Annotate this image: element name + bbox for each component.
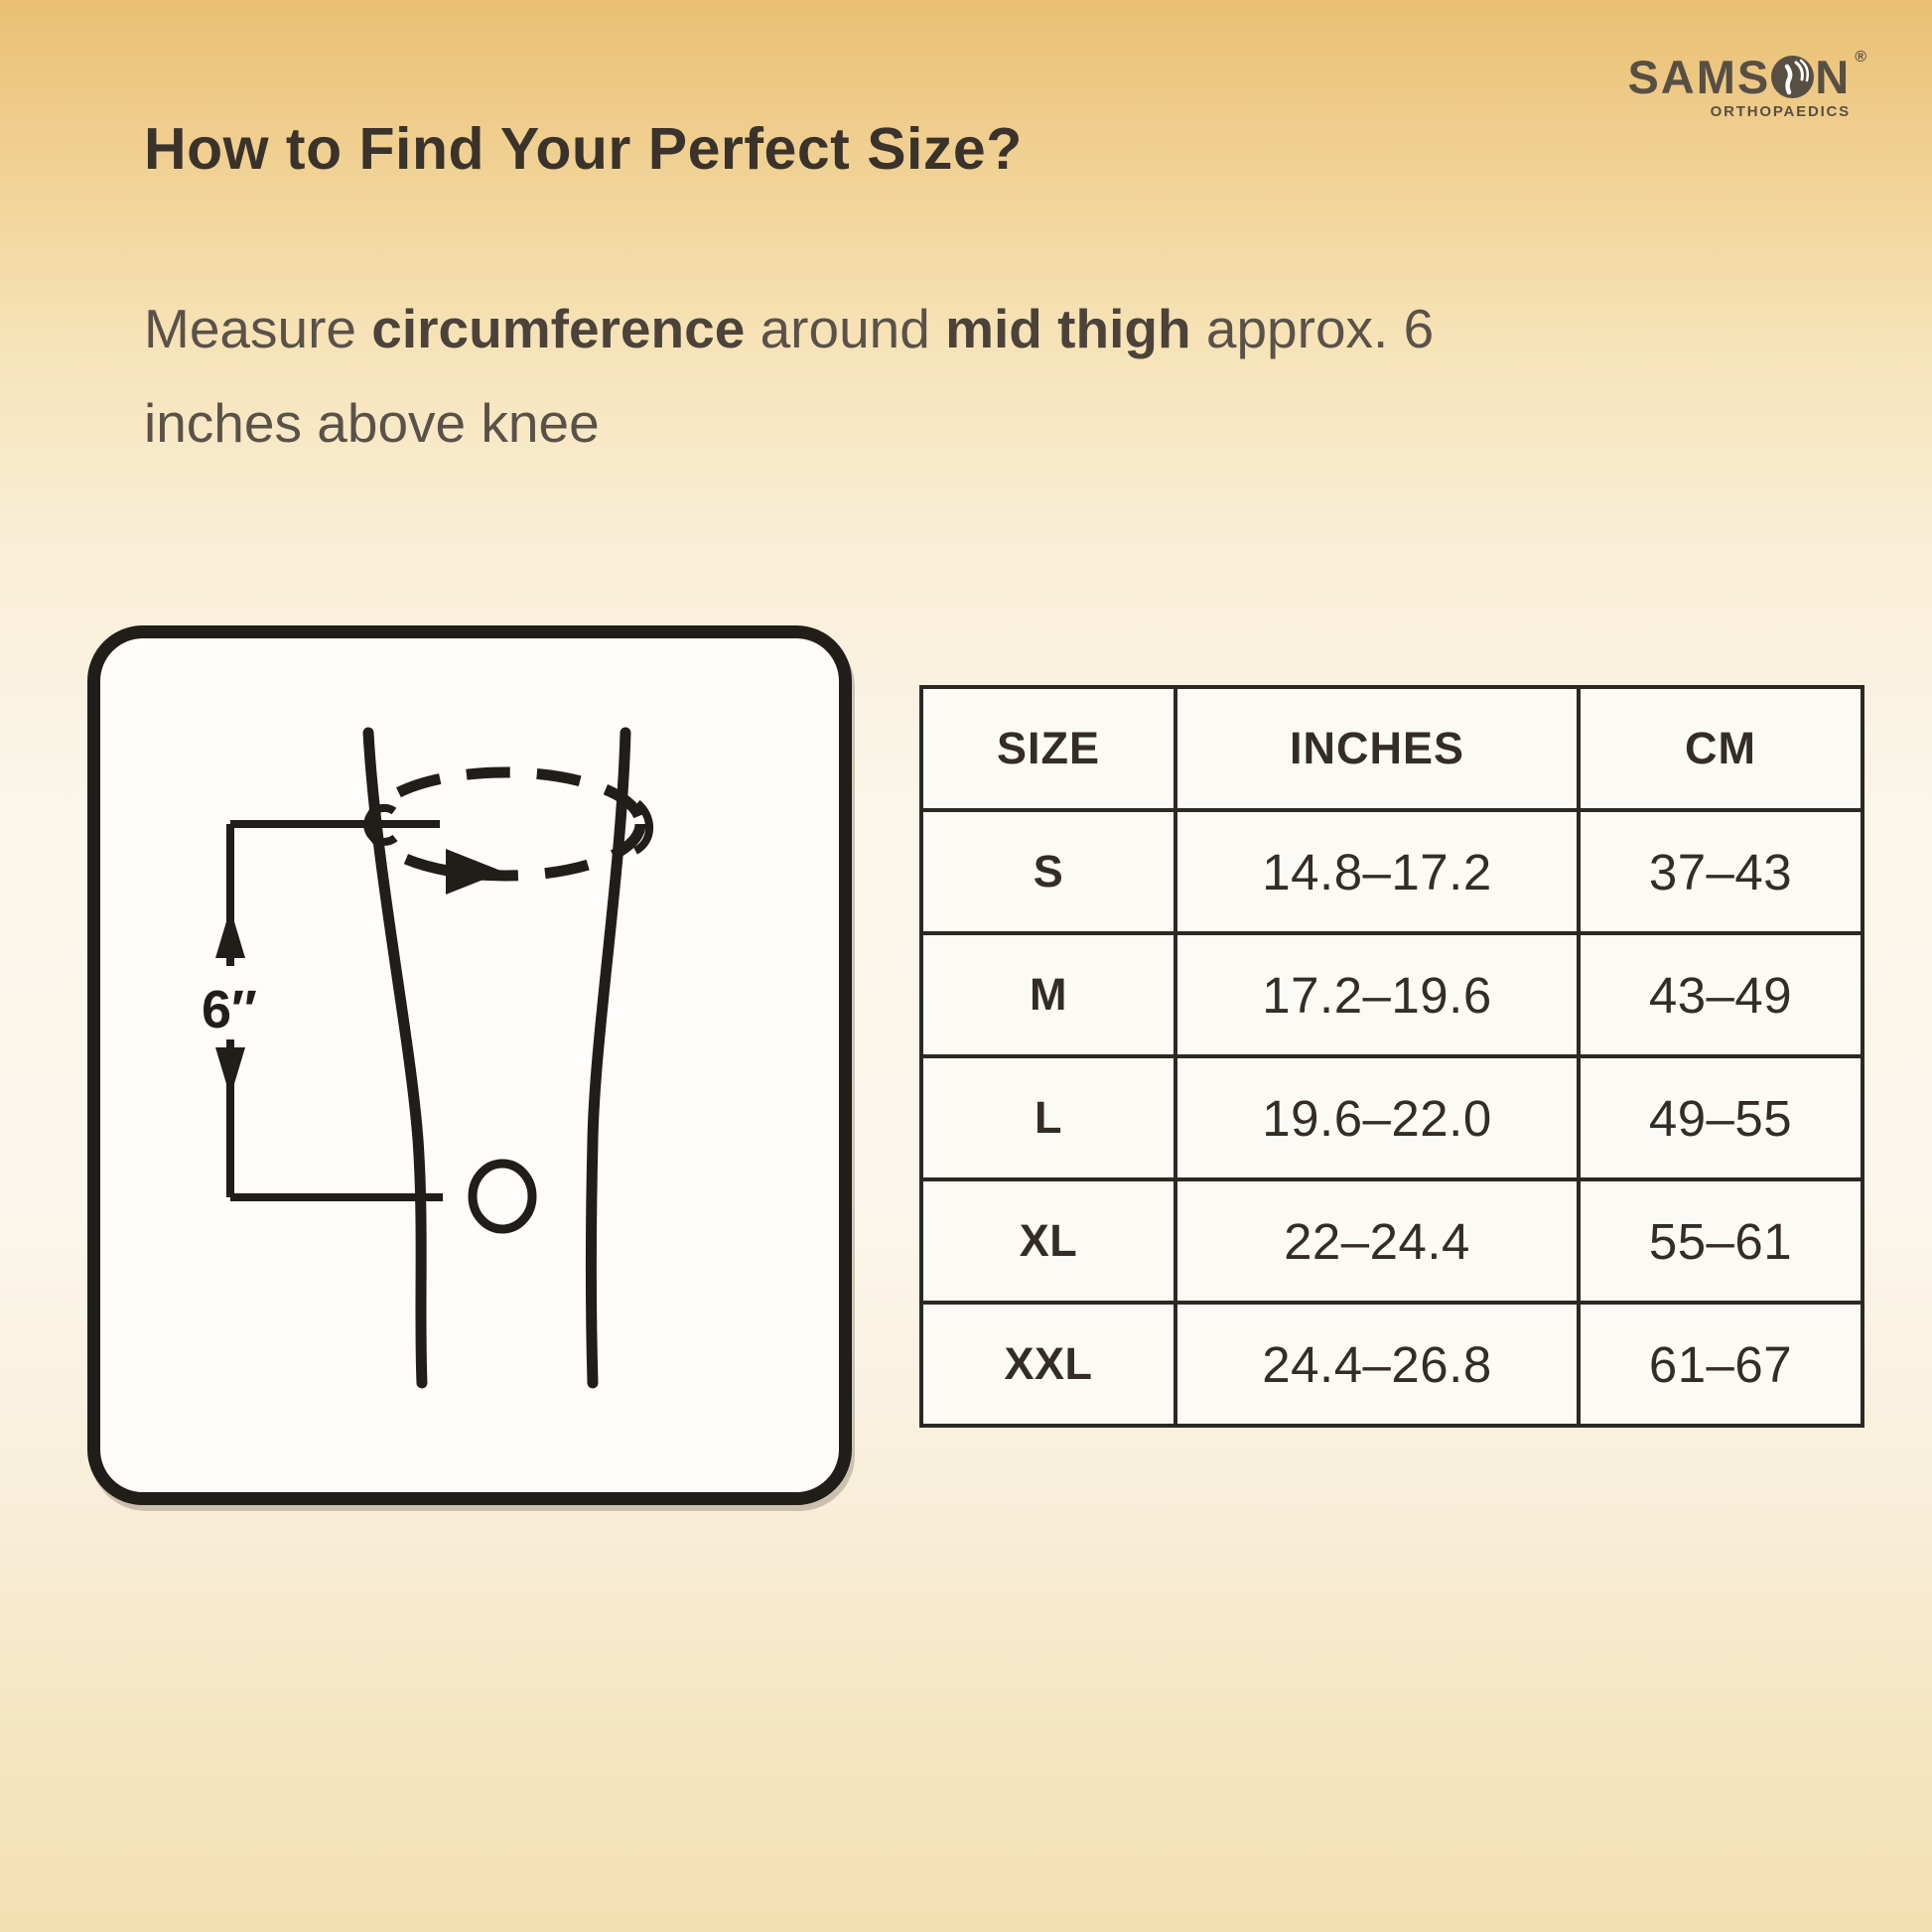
wordmark-suffix: N	[1815, 51, 1852, 103]
cell-inches: 19.6–22.0	[1175, 1056, 1579, 1179]
cell-size: L	[921, 1056, 1175, 1179]
instruction-keyword-mid-thigh: mid thigh	[945, 298, 1191, 359]
table-header-row	[921, 687, 1863, 810]
instruction-keyword-circumference: circumference	[371, 298, 746, 359]
cell-cm: 55–61	[1579, 1179, 1863, 1303]
instruction-line-2: inches above knee	[144, 392, 600, 454]
table-row	[921, 1303, 1863, 1426]
leg-measurement-drawing	[100, 638, 839, 1492]
cell-cm: 61–67	[1579, 1303, 1863, 1426]
page-title: How to Find Your Perfect Size?	[144, 116, 1023, 182]
wordmark-prefix: SAMS	[1627, 51, 1771, 103]
tape-direction-arrow-icon	[446, 849, 503, 895]
cell-cm: 49–55	[1579, 1056, 1863, 1179]
instruction-line-1	[144, 282, 1434, 376]
instruction-segment: Measure	[144, 298, 372, 359]
instruction-text	[144, 282, 1434, 471]
table-row	[921, 1179, 1863, 1303]
leg-measurement-diagram	[87, 625, 852, 1505]
header-size: SIZE	[921, 687, 1175, 810]
cell-size: XL	[921, 1179, 1175, 1303]
brand-division-label: ORTHOPAEDICS	[1710, 103, 1851, 120]
cell-inches: 14.8–17.2	[1175, 810, 1579, 933]
size-table	[919, 685, 1864, 1428]
cell-cm: 37–43	[1579, 810, 1863, 933]
table-row	[921, 933, 1863, 1056]
cell-size: M	[921, 933, 1175, 1056]
knee-joint-icon	[1771, 56, 1814, 98]
dimension-arrow-down-icon	[215, 1047, 245, 1097]
instruction-segment: around	[745, 298, 946, 359]
cell-cm: 43–49	[1579, 933, 1863, 1056]
kneecap-circle	[473, 1164, 532, 1229]
table-row	[921, 810, 1863, 933]
registered-trademark: ®	[1855, 49, 1866, 66]
cell-size: S	[921, 810, 1175, 933]
brand-wordmark	[1627, 49, 1866, 103]
brand-logo	[1627, 49, 1866, 120]
cell-inches: 24.4–26.8	[1175, 1303, 1579, 1426]
dimension-arrow-up-icon	[215, 908, 245, 958]
leg-outline-right	[592, 733, 626, 1383]
header-inches: INCHES	[1175, 687, 1579, 810]
length-label: 6″	[202, 980, 257, 1039]
instruction-segment: approx. 6	[1190, 298, 1435, 359]
cell-size: XXL	[921, 1303, 1175, 1426]
cell-inches: 22–24.4	[1175, 1179, 1579, 1303]
cell-inches: 17.2–19.6	[1175, 933, 1579, 1056]
header-cm: CM	[1579, 687, 1863, 810]
table-row	[921, 1056, 1863, 1179]
